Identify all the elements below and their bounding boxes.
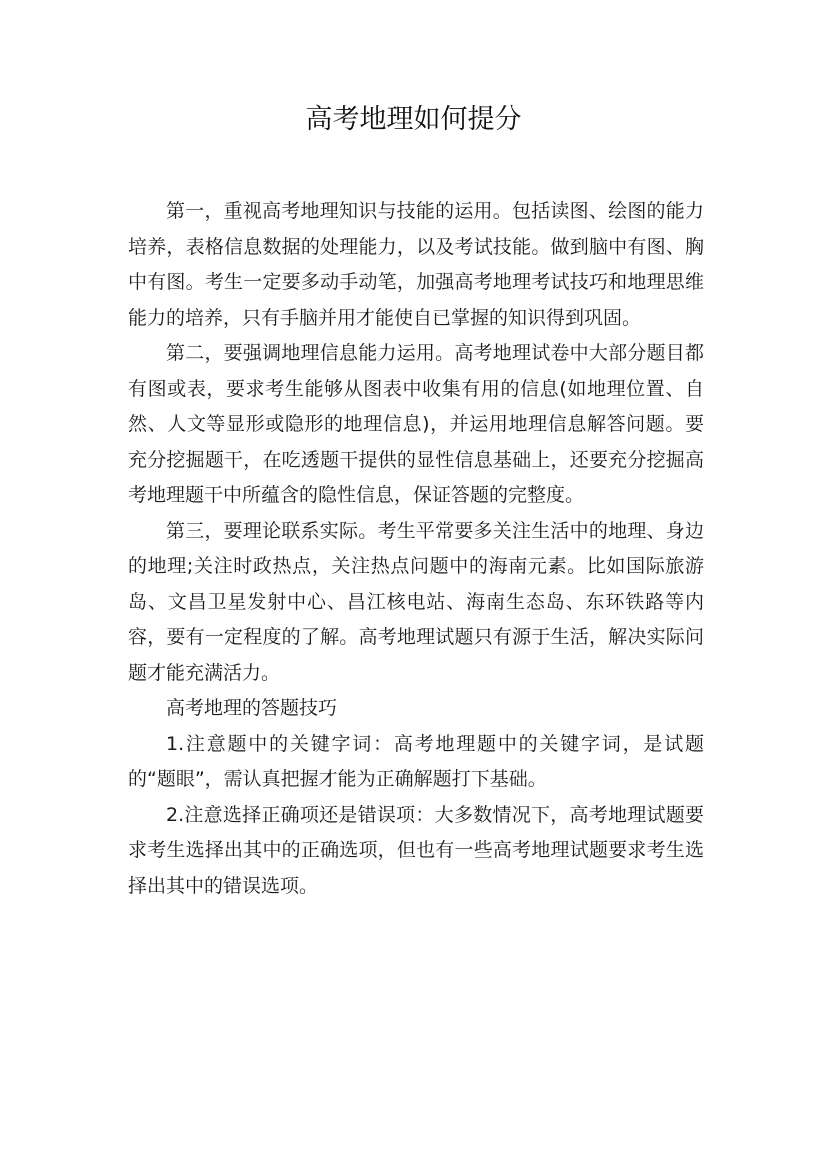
paragraph-tip-one: 1.注意题中的关键字词：高考地理题中的关键字词，是试题的“题眼”，需认真把握才能为正确解题打下基础。: [128, 732, 704, 790]
paragraph-point-three: 第三，要理论联系实际。考生平常要多关注生活中的地理、身边的地理;关注时政热点，关注热点问题中的海南元素。比如国际旅游岛、文昌卫星发射中心、昌江核电站、海南生态岛、东环铁路等内容，要有一定程度的了解。高考地理试题只有源于生活，解决实际问题才能充满活力。: [128, 519, 704, 684]
document-body: [128, 194, 704, 904]
paragraph-point-two: 第二，要强调地理信息能力运用。高考地理试卷中大部分题目都有图或表，要求考生能够从图表中收集有用的信息(如地理位置、自然、人文等显形或隐形的地理信息)，并运用地理信息解答问题。要充分挖掘题干，在吃透题干提供的显性信息基础上，还要充分挖掘高考地理题干中所蕴含的隐性信息，保证答题的完整度。: [128, 342, 704, 506]
section-heading-tips: 高考地理的答题技巧: [166, 697, 338, 719]
paragraph-point-one: 第一，重视高考地理知识与技能的运用。包括读图、绘图的能力培养，表格信息数据的处理能力，以及考试技能。做到脑中有图、胸中有图。考生一定要多动手动笔，加强高考地理考试技巧和地理思维能力的培养，只有手脑并用才能使自已掌握的知识得到巩固。: [128, 200, 704, 329]
document-title: 高考地理如何提分: [305, 104, 522, 135]
paragraph-tip-two: 2.注意选择正确项还是错误项：大多数情况下，高考地理试题要求考生选择出其中的正确选项，但也有一些高考地理试题要求考生选择出其中的错误选项。: [128, 803, 704, 897]
